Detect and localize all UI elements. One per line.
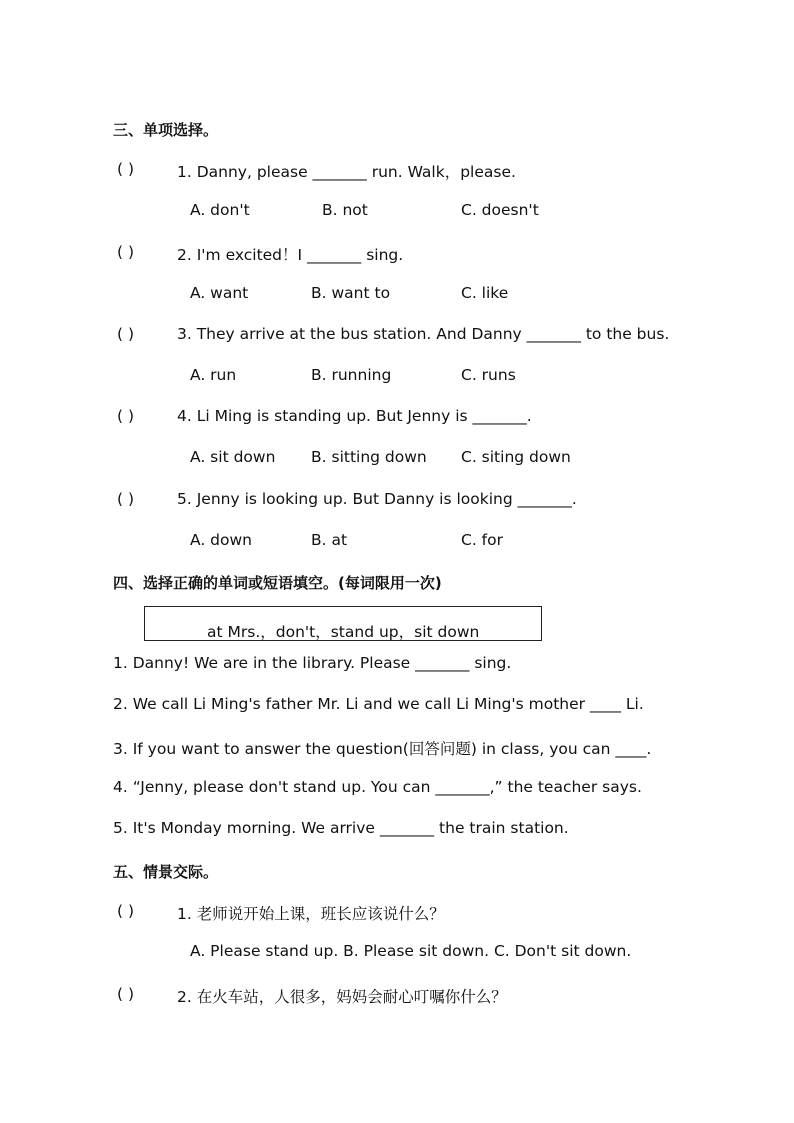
option-a[interactable]: A. down	[190, 531, 253, 549]
answer-bracket[interactable]: ( )	[117, 985, 135, 1003]
option-b[interactable]: B. want to	[311, 284, 391, 302]
question-text: 1. Danny, please _______ run. Walk，please.	[177, 163, 516, 181]
options-line[interactable]: A. Please stand up. B. Please sit down. C. Don't sit down.	[190, 942, 632, 960]
section4-heading: 四、选择正确的单词或短语填空。(每词限用一次)	[113, 574, 442, 592]
question-text: 2. 在火车站，人很多，妈妈会耐心叮嘱你什么？	[177, 988, 507, 1006]
option-b[interactable]: B. at	[311, 531, 348, 549]
option-b[interactable]: B. not	[322, 201, 368, 219]
option-a[interactable]: A. want	[190, 284, 249, 302]
fill-sentence: 4. “Jenny, please don't stand up. You can _______,” the teacher says.	[113, 778, 642, 796]
fill-sentence: 3. If you want to answer the question(回答问题) in class, you can ____.	[113, 740, 652, 758]
answer-bracket[interactable]: ( )	[117, 160, 135, 178]
fill-sentence: 2. We call Li Ming's father Mr. Li and we call Li Ming's mother ____ Li.	[113, 695, 644, 713]
question-text: 1. 老师说开始上课，班长应该说什么？	[177, 905, 445, 923]
option-c[interactable]: C. doesn't	[461, 201, 539, 219]
answer-bracket[interactable]: ( )	[117, 490, 135, 508]
word-bank-text: at Mrs.，don't，stand up，sit down	[207, 623, 480, 641]
question-text: 4. Li Ming is standing up. But Jenny is _______.	[177, 407, 532, 425]
option-c[interactable]: C. for	[461, 531, 503, 549]
answer-bracket[interactable]: ( )	[117, 325, 135, 343]
section3-heading: 三、单项选择。	[113, 121, 219, 139]
option-a[interactable]: A. run	[190, 366, 237, 384]
answer-bracket[interactable]: ( )	[117, 407, 135, 425]
option-b[interactable]: B. running	[311, 366, 392, 384]
question-text: 3. They arrive at the bus station. And Danny _______ to the bus.	[177, 325, 670, 343]
option-a[interactable]: A. sit down	[190, 448, 276, 466]
option-c[interactable]: C. siting down	[461, 448, 571, 466]
option-a[interactable]: A. don't	[190, 201, 250, 219]
word-bank-box	[144, 606, 542, 641]
question-text: 5. Jenny is looking up. But Danny is looking _______.	[177, 490, 577, 508]
option-c[interactable]: C. runs	[461, 366, 516, 384]
fill-sentence: 5. It's Monday morning. We arrive _______ the train station.	[113, 819, 569, 837]
option-c[interactable]: C. like	[461, 284, 509, 302]
answer-bracket[interactable]: ( )	[117, 243, 135, 261]
question-text: 2. I'm excited！I _______ sing.	[177, 246, 404, 264]
option-b[interactable]: B. sitting down	[311, 448, 427, 466]
answer-bracket[interactable]: ( )	[117, 902, 135, 920]
section5-heading: 五、情景交际。	[113, 863, 219, 881]
fill-sentence: 1. Danny! We are in the library. Please _______ sing.	[113, 654, 512, 672]
